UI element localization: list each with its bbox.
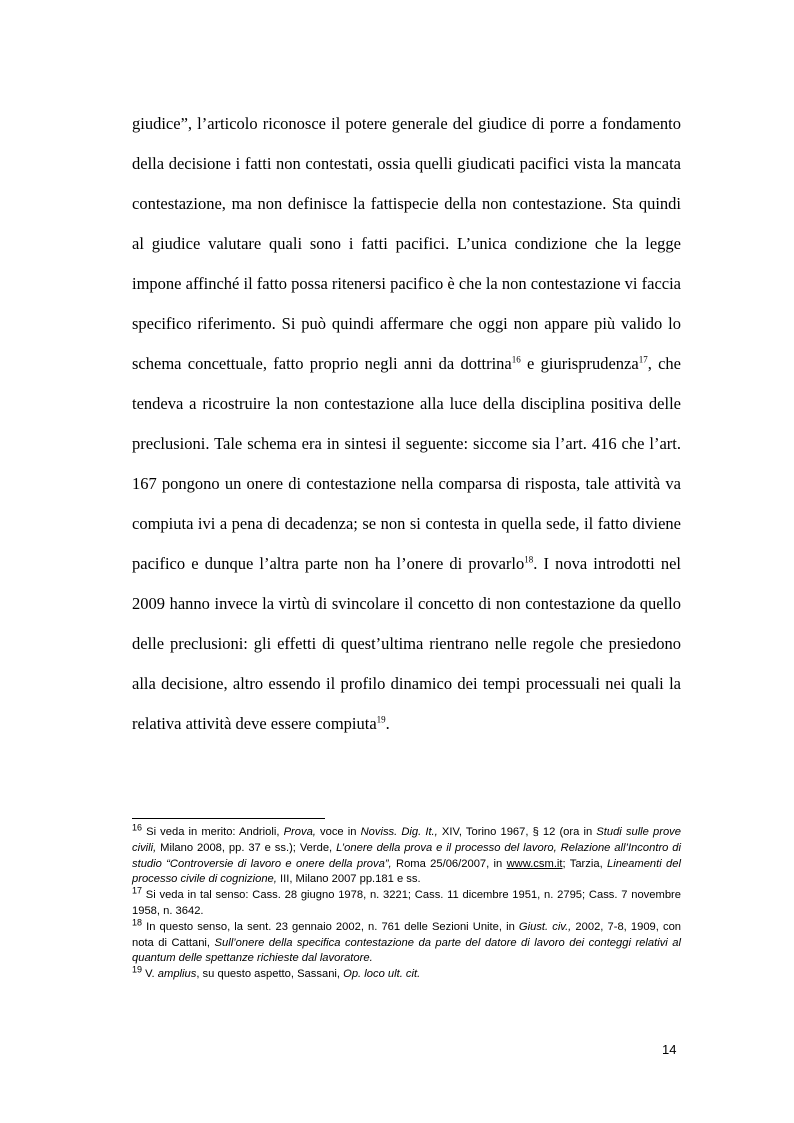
footnote-ref-18[interactable]: 18 — [524, 554, 534, 565]
body-text-part: giudice”, l’articolo riconosce il potere generale del giudice di porre a fondamento della decisione i fatti non contestati, ossia quelli giudicati pacifici vista la mancata contestazione, ma non definisce la fattispecie della non contestazione. Sta quindi al giudice valutare quali sono i fatti pacifici. L’unica condizione che la legge impone affinché il fatto possa ritenersi pacifico è che la non contestazione vi faccia specifico riferimento. Si può quindi affermare che oggi non appare più valido lo schema concettuale, fatto proprio negli anni da dottrina — [132, 114, 682, 373]
body-text-part: e giurisprudenza — [520, 354, 639, 373]
footnote-number: 17 — [132, 885, 143, 896]
footnote-ref-16[interactable]: 16 — [511, 354, 521, 365]
body-text-part: . — [385, 714, 390, 733]
body-text-part: . I nova introdotti nel 2009 hanno invece la virtù di svincolare il concetto di non contestazione da quello delle preclusioni: gli effetti di quest’ultima rientrano nelle regole che presiedono alla decisione, altro essendo il profilo dinamico dei tempi processuali nei quali la relativa attività deve essere compiuta — [132, 554, 681, 733]
body-paragraph — [132, 104, 681, 744]
footnote-separator — [132, 818, 325, 819]
body-text-part: , che tendeva a ricostruire la non contestazione alla luce della disciplina positiva delle preclusioni. Tale schema era in sintesi il seguente: siccome sia l’art. 416 che l’art. 167 pongono un onere di contestazione nella comparsa di risposta, tale attività va compiuta ivi a pena di decadenza; se non si contesta in quella sede, il fatto diviene pacifico e dunque l’altra parte non ha l’onere di provarlo — [132, 354, 682, 573]
footnote-number: 18 — [132, 917, 143, 928]
page-number: 14 — [662, 1042, 677, 1057]
footnote-ref-17[interactable]: 17 — [638, 354, 648, 365]
footnote-16: $^{16}$ Si veda in merito: Andrioli, Prova, voce in Noviss. Dig. It., XIV, Torino 1967, § 12 (ora in Studi sulle prove civili, Milano 2008, pp. 37 e ss.); Verde, L’onere della prova e il processo del lavoro, Relazione all’Incontro di studio “Controversie di lavoro e onere della prova”, Roma 25/06/2007, in www.csm.it; Tarzia, Lineamenti del processo civile di cognizione, III, Milano 2007 pp.181 e ss. — [132, 822, 681, 886]
footnote-17: $^{17}$ Si veda in tal senso: Cass. 28 giugno 1978, n. 3221; Cass. 11 dicembre 1951, n. 2795; Cass. 7 novembre 1958, n. 3642. — [132, 885, 681, 917]
footnote-ref-19[interactable]: 19 — [376, 714, 386, 725]
footnote-number: 19 — [132, 964, 143, 975]
footnote-18: $^{18}$ In questo senso, la sent. 23 gennaio 2002, n. 761 delle Sezioni Unite, in Giust. civ., 2002, 7-8, 1909, con nota di Cattani, Sull’onere della specifica contestazione da parte del datore di lavoro dei conteggi relativi al quantum delle spettanze richieste dal lavoratore. — [132, 917, 682, 965]
footnote-19: $^{19}$ V. amplius, su questo aspetto, Sassani, Op. loco ult. cit. — [132, 964, 421, 981]
footnote-number: 16 — [132, 822, 143, 833]
csm-link[interactable]: www.csm.it — [506, 857, 563, 870]
footnotes — [132, 822, 682, 983]
